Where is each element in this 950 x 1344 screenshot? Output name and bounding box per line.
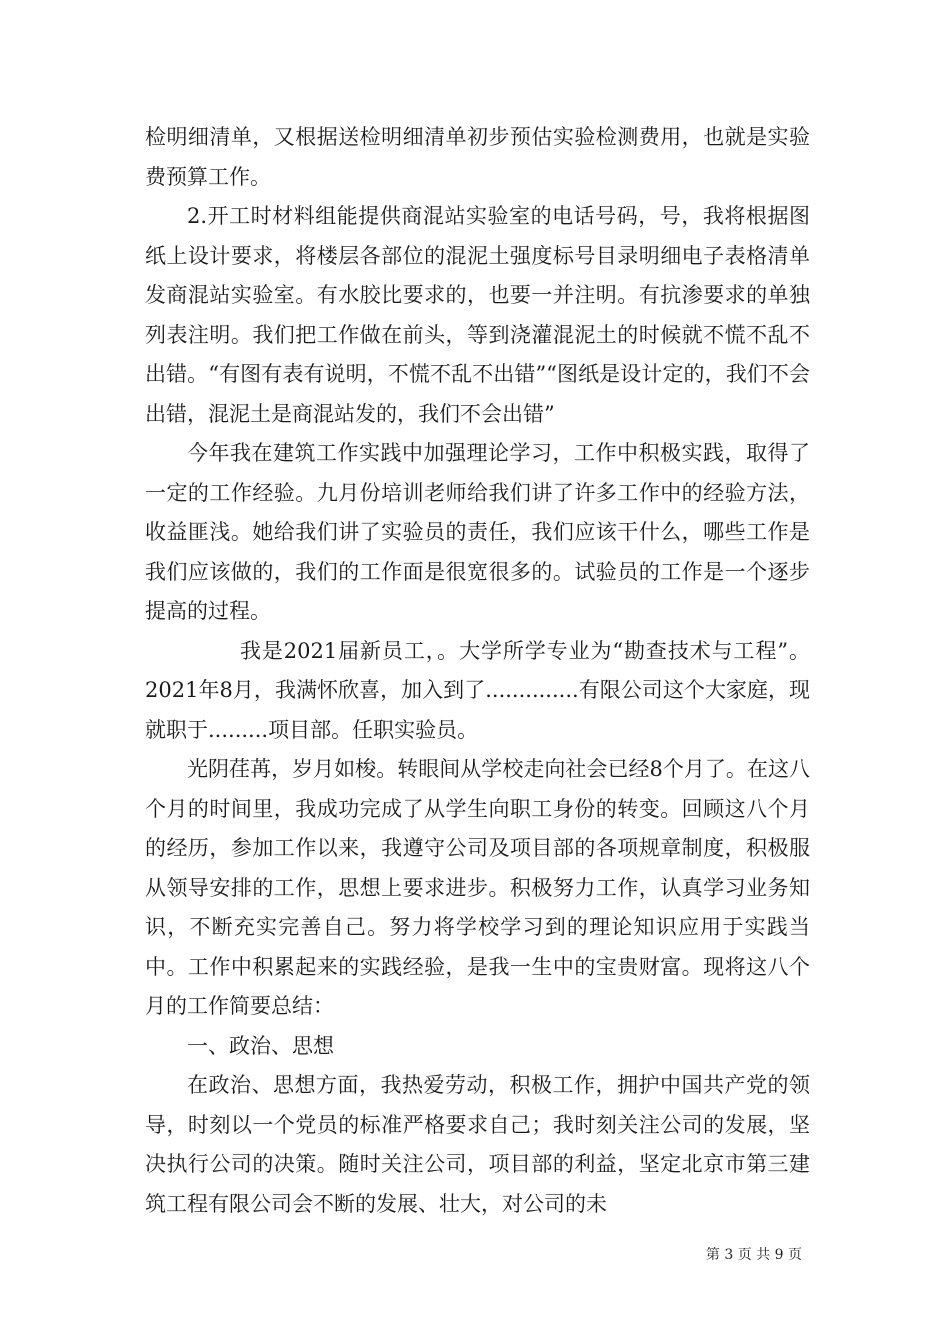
document-body (145, 118, 810, 1224)
paragraph-2: 2.开工时材料组能提供商混站实验室的电话号码，号，我将根据图纸上设计要求，将楼层各部位的混泥土强度标号目录明细电子表格清单发商混站实验室。有水胶比要求的，也要一并注明。有抗渗要求的单独列表注明。我们把工作做在前头，等到浇灌混泥土的时候就不慌不乱不出错。“有图有表有说明，不慌不乱不出错”“图纸是设计定的，我们不会出错，混泥土是商混站发的，我们不会出错” (145, 204, 810, 426)
page-number-footer: 第 3 页 共 9 页 (705, 1247, 802, 1263)
paragraph-5: 光阴荏苒，岁月如梭。转眼间从学校走向社会已经8个月了。在这八个月的时间里，我成功完成了从学生向职工身份的转变。回顾这八个月的经历，参加工作以来，我遵守公司及项目部的各项规章制度，积极服从领导安排的工作，思想上要求进步。积极努力工作，认真学习业务知识，不断充实完善自己。努力将学校学习到的理论知识应用于实践当中。工作中积累起来的实践经验，是我一生中的宝贵财富。现将这八个月的工作简要总结： (145, 757, 810, 1018)
paragraph-3: 今年我在建筑工作实践中加强理论学习，工作中积极实践，取得了一定的工作经验。九月份培训老师给我们讲了许多工作中的经验方法，收益匪浅。她给我们讲了实验员的责任，我们应该干什么，哪些工作是我们应该做的，我们的工作面是很宽很多的。试验员的工作是一个逐步提高的过程。 (145, 441, 810, 623)
paragraph-6: 在政治、思想方面，我热爱劳动，积极工作，拥护中国共产党的领导，时刻以一个党员的标准严格要求自己；我时刻关注公司的发展，坚决执行公司的决策。随时关注公司，项目部的利益，坚定北京市第三建筑工程有限公司会不断的发展、壮大，对公司的未 (145, 1073, 810, 1216)
paragraph-4: 我是2021届新员工，。大学所学专业为“勘查技术与工程”。2021年8月，我满怀欣喜，加入到了..............有限公司这个大家庭，现就职于.........项目部。任职实验员。 (145, 638, 810, 742)
paragraph-1: 检明细清单，又根据送检明细清单初步预估实验检测费用，也就是实验费预算工作。 (145, 125, 810, 189)
section-heading: 一、政治、思想 (187, 1033, 334, 1058)
